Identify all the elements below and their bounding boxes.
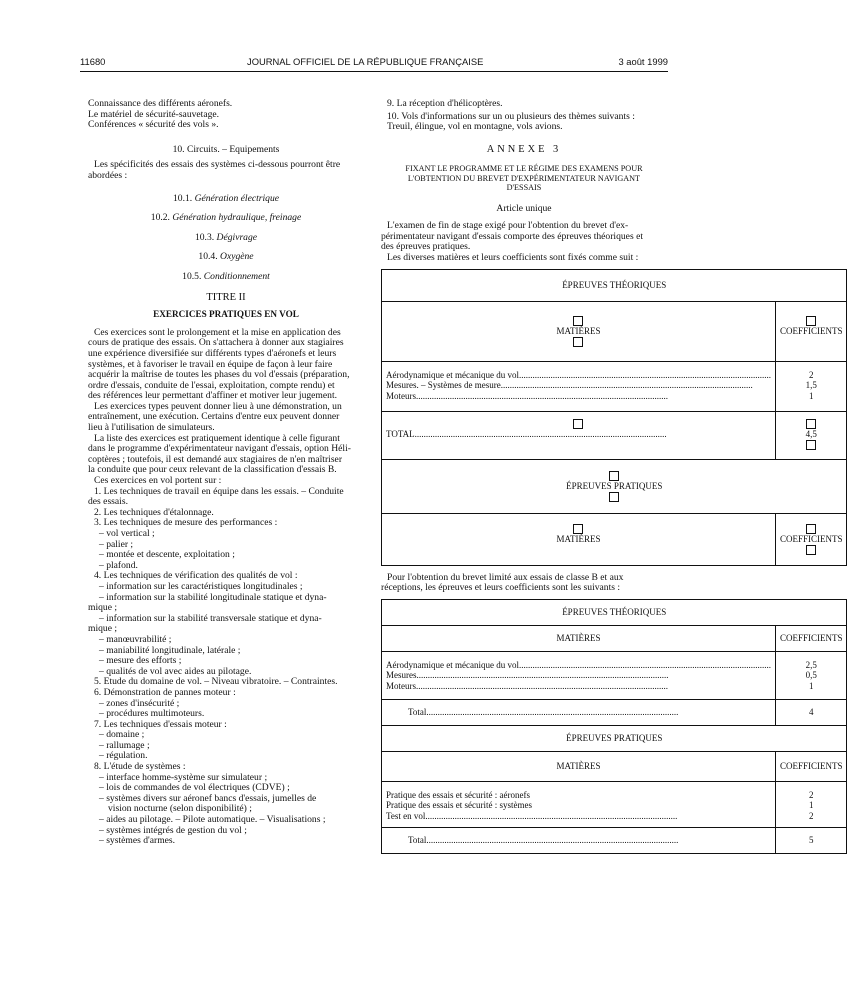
row-value: 1 (808, 390, 814, 401)
intro-line: périmentateur navigant d'essais comporte des épreuves théoriques et (381, 230, 644, 242)
titre-subheading: EXERCICES PRATIQUES EN VOL (153, 309, 299, 320)
list-line: 6. Démonstration de pannes moteur : (94, 686, 236, 698)
row-value: 2,5 (805, 659, 817, 670)
para-line: la conduite que pour ceux relevant de la classification d'essais B. (88, 464, 337, 476)
list-line: – vol vertical ; (99, 528, 155, 539)
sub-item-label: Génération électrique (194, 192, 280, 204)
matieres-cell (382, 361, 776, 411)
matieres-cell (382, 781, 776, 827)
row-label: Mesures (386, 670, 417, 681)
para-line: cours de pratique des essais. On s'attachera à donner aux stagiaires (88, 337, 344, 349)
list-line: 1. Les techniques de travail en équipe dans les essais. – Conduite (94, 485, 344, 497)
intro-line: Le matériel de sécurité-sauvetage. (88, 108, 220, 120)
article-heading: Article unique (496, 202, 552, 214)
table-section-title: ÉPREUVES THÉORIQUES (382, 599, 847, 625)
sub-item-num: 10.4. (198, 251, 218, 263)
total-cell (382, 699, 776, 725)
column-header-text: MATIÈRES (556, 325, 601, 336)
annexe-title-line: D'ESSAIS (506, 183, 542, 193)
intro-line: Connaissance des différents aéronefs. (88, 98, 233, 109)
sub-item-label: Conditionnement (203, 270, 270, 282)
list-line: – lois de commandes de vol électriques (CDVE) ; (99, 782, 290, 794)
row-value: 1 (808, 680, 814, 691)
sub-item (88, 194, 364, 205)
column-header-matieres (382, 513, 776, 565)
paragraph (88, 434, 364, 476)
row-label: Moteurs (386, 680, 416, 691)
para-line: réceptions, les épreuves et leurs coefficients sont les suivants : (381, 582, 621, 594)
list-line: – information sur la stabilité longitudinale statique et dyna- (99, 591, 327, 603)
sub-item-num: 10.2. (150, 212, 170, 224)
table-row (386, 790, 771, 801)
article-intro (381, 221, 667, 263)
row-label: Moteurs (386, 390, 416, 401)
paragraph (88, 328, 364, 402)
coefficients-table-1 (381, 269, 847, 566)
table-row (386, 660, 771, 671)
annexe-title-line: L'OBTENTION DU BREVET D'EXPÉRIMENTATEUR NAVIGANT (407, 173, 641, 183)
para-line: Les exercices types peuvent donner lieu à une démonstration, un (94, 400, 342, 412)
total-value-cell (775, 411, 847, 459)
total-cell (382, 827, 776, 853)
coefficients-table-2 (381, 599, 847, 854)
para-line: des références leur permettant d'affiner et motiver leur jugement. (88, 390, 338, 402)
para-line: systèmes, et à favoriser le travail en équipe de façon à leur faire (88, 358, 333, 370)
list-line: – information sur la stabilité transversale statique et dyna- (99, 612, 322, 624)
sub-item-label: Dégivrage (216, 231, 258, 243)
row-value: 0,5 (805, 670, 817, 681)
column-header-text: COEFFICIENTS (779, 533, 843, 544)
row-label: Aérodynamique et mécanique du vol (386, 659, 519, 670)
placeholder-box (573, 337, 583, 347)
table-row (386, 681, 771, 692)
list-line: 2. Les techniques d'étalonnage. (94, 506, 214, 518)
total-cell (382, 411, 776, 459)
list-line: mique ; (88, 602, 118, 614)
table-row (386, 380, 771, 391)
list-line: – régulation. (99, 750, 148, 762)
total-label: TOTAL (386, 428, 415, 439)
table-section-title: ÉPREUVES PRATIQUES (382, 725, 847, 751)
placeholder-box (573, 419, 583, 429)
table-row (386, 670, 771, 681)
row-value: 2 (808, 789, 814, 800)
placeholder-box (609, 471, 619, 481)
list-line: – systèmes d'armes. (99, 835, 176, 847)
list-line: – palier ; (99, 538, 134, 550)
list-line: vision nocturne (selon disponibilité) ; (108, 803, 252, 815)
list-line: 5. Etude du domaine de vol. – Niveau vibratoire. – Contraintes. (94, 676, 338, 688)
para-line: entraînement, une exécution. Certains d'entre eux peuvent donner (88, 411, 340, 423)
row-label: Pratique des essais et sécurité : aéronefs (386, 789, 530, 800)
list-line: – procédures multimoteurs. (99, 708, 205, 720)
column-header-text: COEFFICIENTS (779, 325, 843, 336)
list-line: mique ; (88, 623, 118, 635)
total-value: 4,5 (805, 428, 817, 439)
annexe-heading: ANNEXE 3 (486, 143, 562, 155)
table-section-title (382, 459, 847, 513)
matieres-cell (382, 651, 776, 699)
coefficients-cell (775, 781, 847, 827)
section-10-title (88, 145, 364, 156)
list-line: – plafond. (99, 559, 138, 571)
sub-item (88, 213, 364, 224)
column-header-coefficients (775, 513, 847, 565)
table-row (386, 811, 771, 822)
sub-item-num: 10.1. (172, 192, 193, 204)
placeholder-box (806, 440, 816, 450)
section-10-para: Les spécificités des essais des systèmes ci-dessous pourront être (94, 159, 341, 171)
para-line: une expérience diversifiée sur différents types d'aéronefs et leurs (88, 347, 337, 359)
page-header (80, 57, 668, 71)
placeholder-box (806, 545, 816, 555)
left-column (88, 99, 364, 847)
row-value: 2 (808, 810, 814, 821)
para-line: Pour l'obtention du brevet limité aux essais de classe B et aux (387, 571, 624, 583)
section-title-text: ÉPREUVES PRATIQUES (566, 480, 663, 491)
journal-title: JOURNAL OFFICIEL DE LA RÉPUBLIQUE FRANÇAISE (247, 56, 484, 67)
sub-item-num: 10.3. (194, 231, 215, 243)
column-header-coefficients: COEFFICIENTS (775, 625, 847, 651)
list-line: 3. Les techniques de mesure des performances : (94, 517, 278, 529)
coefficients-cell (775, 361, 847, 411)
sub-item (88, 272, 364, 283)
column-header-coefficients: COEFFICIENTS (775, 751, 847, 781)
paragraph (88, 402, 364, 434)
list-line: 8. L'étude de systèmes : (94, 761, 186, 773)
para-line: Ces exercices sont le prolongement et la mise en application des (94, 326, 341, 338)
page-number: 11680 (80, 56, 106, 67)
table-row (386, 391, 771, 402)
issue-date: 3 août 1999 (618, 56, 668, 67)
section-10-para: abordées : (88, 169, 128, 181)
list-line: – maniabilité longitudinale, latérale ; (99, 644, 241, 656)
annexe-title-line: FIXANT LE PROGRAMME ET LE RÉGIME DES EXAMENS POUR (405, 164, 643, 174)
list-line: – montée et descente, exploitation ; (99, 549, 235, 561)
list-line: des essais. (88, 496, 128, 508)
intro-line: Les diverses matières et leurs coefficients sont fixés comme suit : (387, 251, 639, 263)
row-label: Pratique des essais et sécurité : systèmes (386, 800, 532, 811)
row-value: 1 (808, 800, 814, 811)
column-header-coefficients (775, 301, 847, 361)
column-header-text: MATIÈRES (556, 533, 601, 544)
placeholder-box (573, 524, 583, 534)
list-line: – zones d'insécurité ; (99, 697, 180, 709)
total-label: Total (408, 834, 427, 845)
row-label: Test en vol (386, 810, 426, 821)
titre-heading: TITRE II (206, 291, 246, 303)
list-line: – manœuvrabilité ; (99, 633, 172, 645)
sub-item (88, 252, 364, 263)
total-row (386, 429, 771, 440)
row-value: 2 (808, 369, 814, 380)
list-line: – rallumage ; (99, 739, 150, 751)
para-line: coptères ; toutefois, il est demandé aux stagiaires de n'en maîtriser (88, 453, 343, 465)
para-line: acquérir la maîtrise de toutes les phases du vol d'essais (préparation, (88, 369, 350, 381)
list-line: – mesure des efforts ; (99, 655, 182, 667)
list-line: – qualités de vol avec aides au pilotage. (99, 665, 252, 677)
list-line: 7. Les techniques d'essais moteur : (94, 718, 227, 730)
sub-item (88, 233, 364, 244)
table-row (386, 370, 771, 381)
total-label: Total (408, 706, 427, 717)
sub-item-label: Oxygène (220, 251, 254, 263)
column-header-matieres (382, 301, 776, 361)
intro-line: Conférences « sécurité des vols ». (88, 119, 219, 131)
item-9: 9. La réception d'hélicoptères. (387, 98, 503, 109)
intro-line: des épreuves pratiques. (381, 241, 471, 253)
header-rule (80, 71, 668, 72)
table-section-title: ÉPREUVES THÉORIQUES (382, 269, 847, 301)
right-column (381, 98, 843, 854)
para-line: La liste des exercices est pratiquement identique à celle figurant (94, 432, 340, 444)
coefficients-cell (775, 651, 847, 699)
row-label: Mesures. – Systèmes de mesure (386, 380, 501, 391)
list-line: – systèmes intégrés de gestion du vol ; (99, 824, 247, 836)
list-line: – interface homme-système sur simulateur ; (99, 771, 268, 783)
exercise-list (88, 476, 364, 847)
list-line: – systèmes divers sur aéronef bancs d'essais, jumelles de (99, 792, 317, 804)
list-line: – aides au pilotage. – Pilote automatique. – Visualisations ; (99, 814, 326, 826)
list-line: – information sur les caractéristiques longitudinales ; (99, 580, 303, 592)
para-line: dans le programme d'expérimentateur navigant d'essais, option Héli- (88, 443, 351, 455)
annexe-title (381, 164, 667, 192)
placeholder-box (806, 419, 816, 429)
sub-item-num: 10.5. (182, 270, 202, 282)
para-line: ordre d'essais, conduite de l'essai, exploitation, compte rendu) et (88, 379, 335, 391)
list-line: Ces exercices en vol portent sur : (94, 475, 222, 487)
column-header-matieres: MATIÈRES (382, 625, 776, 651)
placeholder-box (573, 316, 583, 326)
row-label: Aérodynamique et mécanique du vol (386, 369, 519, 380)
item-10: 10. Vols d'informations sur un ou plusieurs des thèmes suivants : (387, 110, 635, 122)
list-line: – domaine ; (99, 729, 145, 741)
item-10-cont: Treuil, élingue, vol en montagne, vols avions. (387, 121, 563, 133)
placeholder-box (609, 492, 619, 502)
between-paragraph (381, 573, 667, 594)
row-value: 1,5 (805, 380, 817, 391)
table-row (386, 800, 771, 811)
list-line: 4. Les techniques de vérification des qualités de vol : (94, 570, 298, 582)
placeholder-box (806, 316, 816, 326)
column-header-matieres: MATIÈRES (382, 751, 776, 781)
total-value-cell: 5 (775, 827, 847, 853)
placeholder-box (806, 524, 816, 534)
total-row (408, 707, 771, 718)
section-10-title-text: 10. Circuits. – Equipements (172, 143, 280, 155)
para-line: lieu à l'utilisation de simulateurs. (88, 422, 215, 434)
total-row (408, 835, 771, 846)
intro-line: L'examen de fin de stage exigé pour l'obtention du brevet d'ex- (387, 220, 629, 232)
total-value-cell: 4 (775, 699, 847, 725)
sub-item-label: Génération hydraulique, freinage (172, 212, 302, 224)
